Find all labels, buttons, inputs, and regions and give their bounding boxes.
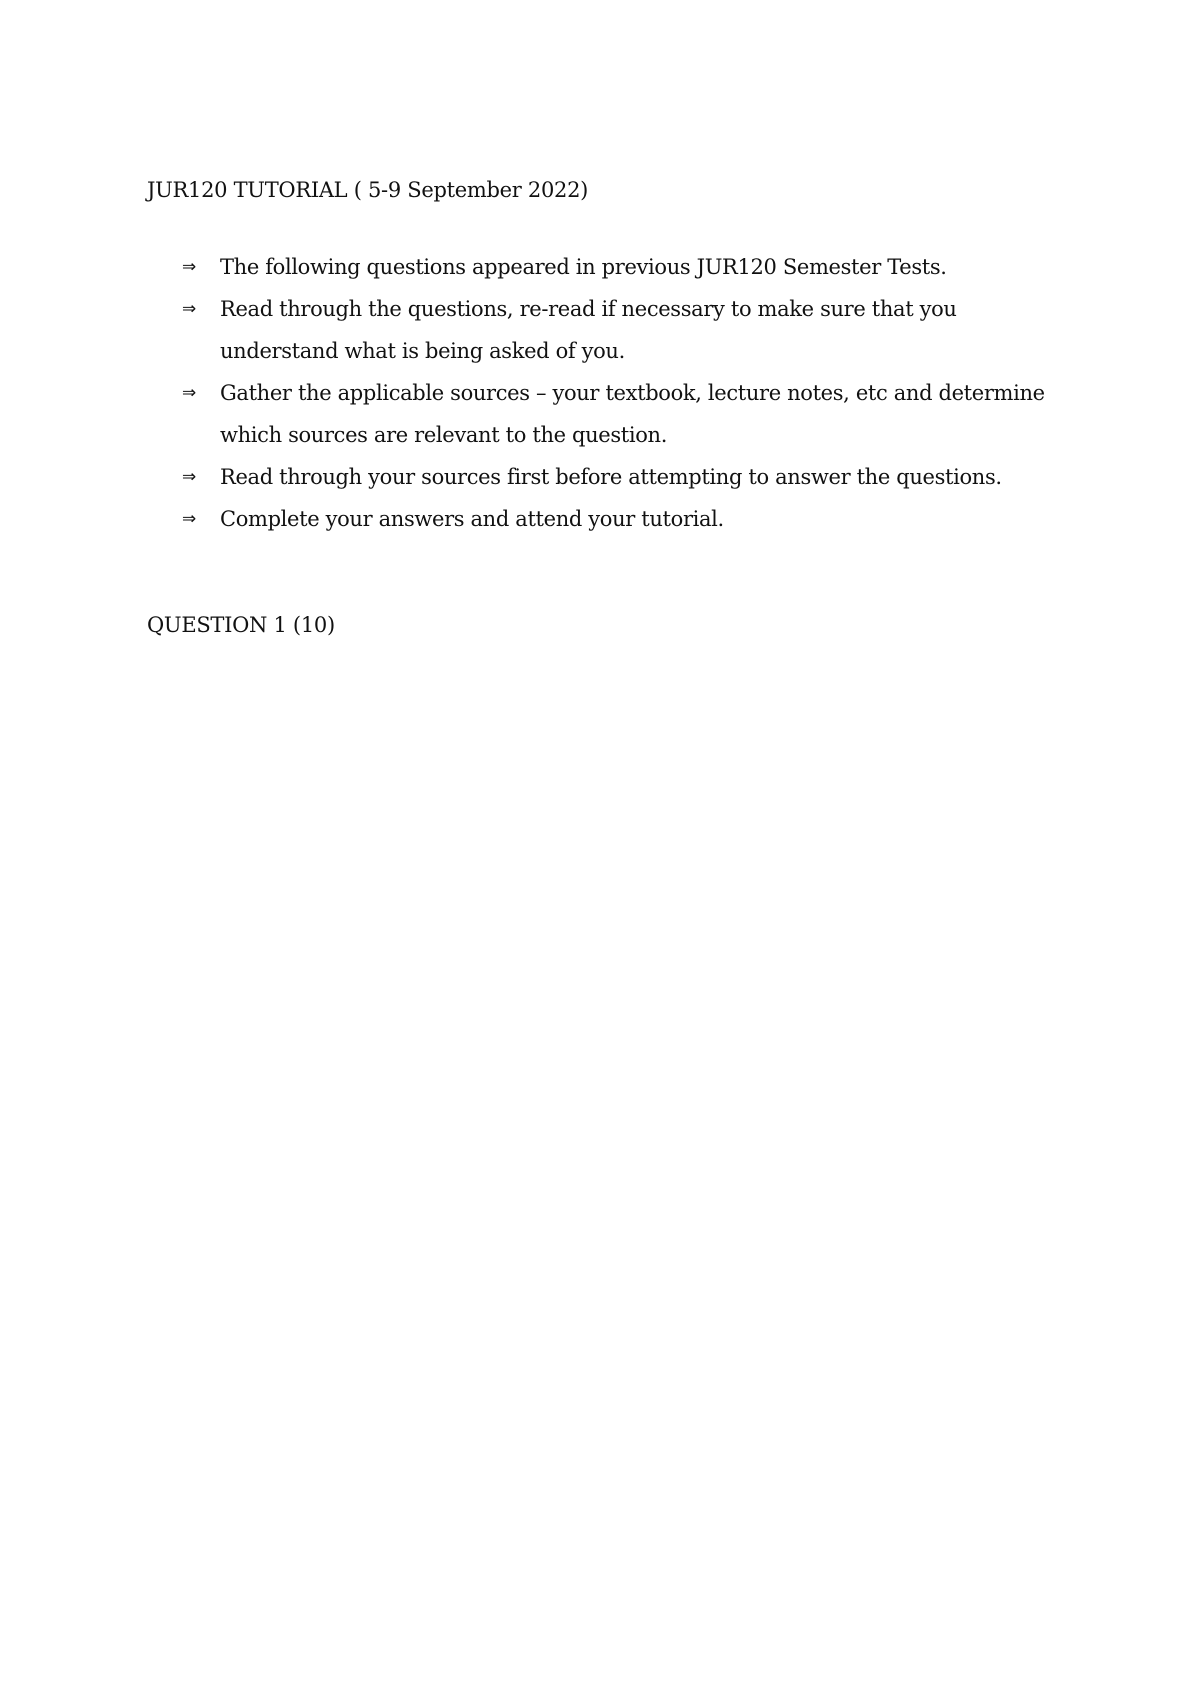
instruction-list [147,246,1047,540]
double-arrow-right-icon: ⇒ [182,299,196,319]
instruction-text: Complete your answers and attend your tutorial. [220,507,724,531]
double-arrow-right-icon: ⇒ [182,383,196,403]
instruction-item [147,456,1047,498]
instruction-item [147,246,1047,288]
question-heading: QUESTION 1 (10) [147,613,335,637]
document-title: JUR120 TUTORIAL ( 5-9 September 2022) [147,178,589,202]
instruction-item [147,498,1047,540]
double-arrow-right-icon: ⇒ [182,509,196,529]
instruction-text: The following questions appeared in previous JUR120 Semester Tests. [220,255,947,279]
instruction-text: Read through the questions, re-read if necessary to make sure that you understand what is being asked of you. [220,297,957,363]
instruction-text: Read through your sources first before attempting to answer the questions. [220,465,1002,489]
instruction-item [147,288,1047,372]
double-arrow-right-icon: ⇒ [182,467,196,487]
double-arrow-right-icon: ⇒ [182,257,196,277]
instruction-item [147,372,1047,456]
instruction-text: Gather the applicable sources – your textbook, lecture notes, etc and determine which sources are relevant to the question. [220,381,1045,447]
